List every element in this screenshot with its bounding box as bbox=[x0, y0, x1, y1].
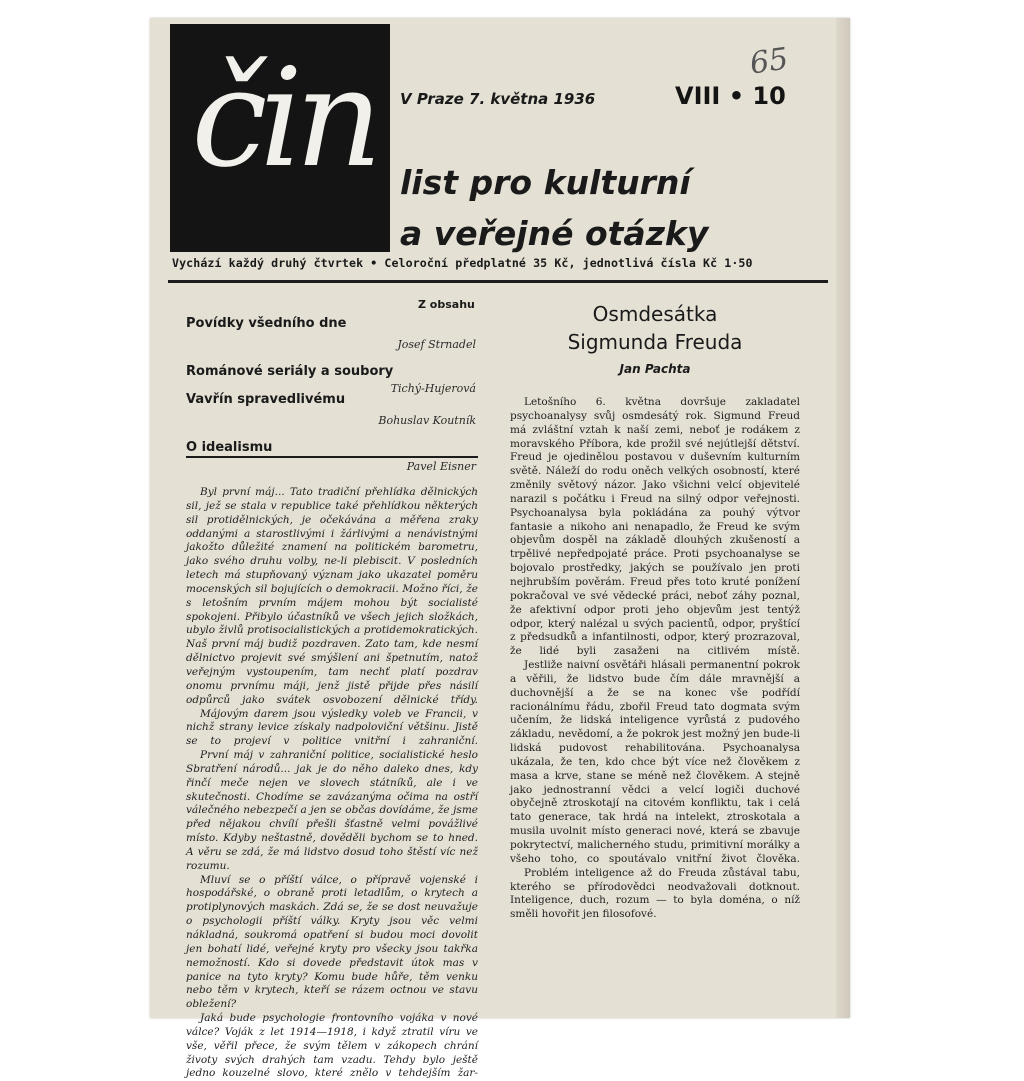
issue-number: VIII • 10 bbox=[675, 82, 786, 110]
editorial-paragraph: Májovým darem jsou výsledky voleb ve Francii, v nichž strany levice získaly nadpoloviční většinu. Jistě se to projeví v politice vnitřní i zahraniční. bbox=[186, 707, 478, 748]
subtitle-line-1: list pro kulturní bbox=[400, 163, 691, 202]
article-paragraph: Letošního 6. května dovršuje zakladatel psychoanalysy svůj osmdesátý rok. Sigmund Freud má zvláštní vztah k naší zemi, neboť je rodákem z moravského Příbora, kde prožil své nejútlejší dětství. Freud je ojedinělou postavou v duševním kulturním světě. Náleží do rodu oněch velkých osobností, které změnily světový názor. Jako všichni velcí objevitelé narazil s počátku i Freud na silný odpor veřejnosti. Psychoanalysa byla pokládána za pouhý výtvor fantasie a nikoho ani nenapadlo, že Freud ke svým objevům dospěl na základě dlouhých zkušeností a trpělivé nepředpojaté práce. Proti psychoanalyse se bojovalo prostředky, jakých se používalo jen proti nejhrubším pověrám. Freud přes toto kruté ponížení pokračoval ve své vědecké práci, neboť záhy poznal, že afektivní odpor proti jeho objevům jest tentýž odpor, který nalézal u svých pacientů, odpor, pryštící z předsudků a infantilnosti, odpor, který prozrazoval, že lidé byli zasaženi na citlivém místě. bbox=[510, 396, 800, 658]
editorial-paragraph: První máj v zahraniční politice, socialistické heslo Sbratření národů... jak je do něho daleko dnes, kdy řinčí meče nejen ve slovech státníků, ale i ve skutečnosti. Chodíme se zavázanýma očima na ostří válečného nebezpečí a jen se občas dovídáme, že jsme před nějakou chvílí přešli šťastně velmi povážlivé místo. Kdyby neštastně, dověděli bychom se to hned. A věru se zdá, že má lidstvo dosud toho štěstí víc než rozumu. bbox=[186, 749, 478, 872]
contents-rule bbox=[186, 456, 478, 458]
dateline: V Praze 7. května 1936 bbox=[400, 90, 596, 108]
article-author: Jan Pachta bbox=[619, 362, 691, 376]
toc-item-author: Tichý-Hujerová bbox=[390, 382, 476, 395]
article-heading bbox=[510, 300, 800, 376]
toc-item-author: Bohuslav Koutník bbox=[378, 414, 476, 427]
article-title-line-1: Osmdesátka bbox=[592, 302, 718, 326]
toc-item-title: Vavřín spravedlivému bbox=[186, 392, 346, 407]
article-body bbox=[510, 396, 800, 1016]
masthead-rule bbox=[168, 280, 828, 283]
handwritten-note: 65 bbox=[747, 41, 791, 82]
newspaper-page bbox=[150, 18, 850, 1080]
article-title-line-2: Sigmunda Freuda bbox=[567, 330, 743, 354]
page-edge bbox=[836, 18, 850, 1018]
toc-item-author: Josef Strnadel bbox=[397, 338, 476, 351]
toc-item-author: Pavel Eisner bbox=[406, 460, 476, 473]
logo-text: čin bbox=[191, 40, 375, 198]
editorial-paragraph: Byl první máj... Tato tradiční přehlídka dělnických sil, jež se stala v republice také přehlídkou některých sil protidělnických, je očekávána a měřena zraky oddanými a starostlivými i žárlivými a nenávistnými jakožto důležité znamení na politickém barometru, jako svého druhu volby, ne-li plebiscit. V posledních letech má stupňovaný význam jako ukazatel poměru mocenských sil bojujících o demokracii. Možno říci, že s letošním prvním májem mohou být socialisté spokojeni. Přibylo účastníků ve všech jejich složkách, ubylo živlů protisocialistických a protidemokratických. Naš první máj budiž pozdraven. Zato tam, kde nesmí dělnictvo projevit své smýšlení ani špetnutím, natož veřejným vystoupením, tam nechť platí pozdrav onomu prvnímu máji, jenž jistě přijde přes násilí odpůrců jako svátek osvobození dělnické třídy. bbox=[186, 486, 478, 706]
article-paragraph: Jestliže naivní osvětáři hlásali permanentní pokrok a věřili, že lidstvo bude čím dále mravnější a duchovnější a že se na konec vše podřídí racionálnímu řádu, zbořil Freud tato dogmata svým učením, že lidská inteligence vyrůstá z pudového základu, nevědomí, a že pokrok jest možný jen bude-li lidská pudovost rehabilitována. Psychoanalysa ukázala, že ten, kdo chce být více než člověkem z masa a krve, stane se méně než člověkem. A stejně jako jednostranní vědci a velcí logiči duchové obyčejně ztroskotají na citovém konfliktu, tak i celá tato generace, tak hrdá na intelekt, ztroskotala a musila uvolnit místo generaci nové, která se zbavuje pokrytectví, malicherného studu, primitivní morálky a všeho toho, co spoutávalo vnitřní život člověka. bbox=[510, 659, 800, 865]
subtitle-line-2: a veřejné otázky bbox=[400, 214, 709, 253]
contents-heading: Z obsahu bbox=[418, 298, 475, 311]
toc-item-title: O idealismu bbox=[186, 440, 273, 455]
masthead-logo bbox=[170, 24, 390, 252]
editorial-column bbox=[186, 486, 478, 1080]
publication-info: Vychází každý druhý čtvrtek • Celoroční předplatné 35 Kč, jednotlivá čísla Kč 1·50 bbox=[172, 256, 753, 270]
editorial-paragraph: Jaká bude psychologie frontovního vojáka v nové válce? Voják z let 1914—1918, i když ztratil víru ve vše, věřil přece, že svým tělem v zákopech chrání životy svých drahých tam vzadu. Tehdy bylo ještě jedno kouzelné slovo, které znělo v tehdejším žar- bbox=[186, 1012, 478, 1080]
toc-item-title: Povídky všedního dne bbox=[186, 316, 347, 331]
editorial-paragraph: Mluví se o příští válce, o přípravě vojenské i hospodářské, o obraně proti letadlům, o krytech a protiplynových maskách. Zdá se, že se dost neuvažuje o psychologii příští války. Kryty jsou věc velmi nákladná, soukromá opatření si budou moci dovolit jen bohatí lidé, veřejné kryty pro všecky jsou takřka nemožností. Kdo si dovede představit útok mas v panice na tyto kryty? Komu bude hůře, těm venku nebo těm v krytech, kteří se rázem octnou ve stavu obležení? bbox=[186, 873, 478, 1011]
article-paragraph: Problém inteligence až do Freuda zůstával tabu, kterého se přírodovědci neodvažovali dotknout. Inteligence, duch, rozum — to byla doména, o níž směli hovořit jen filosofové. bbox=[510, 866, 800, 921]
toc-item-title: Románové seriály a soubory bbox=[186, 364, 394, 379]
